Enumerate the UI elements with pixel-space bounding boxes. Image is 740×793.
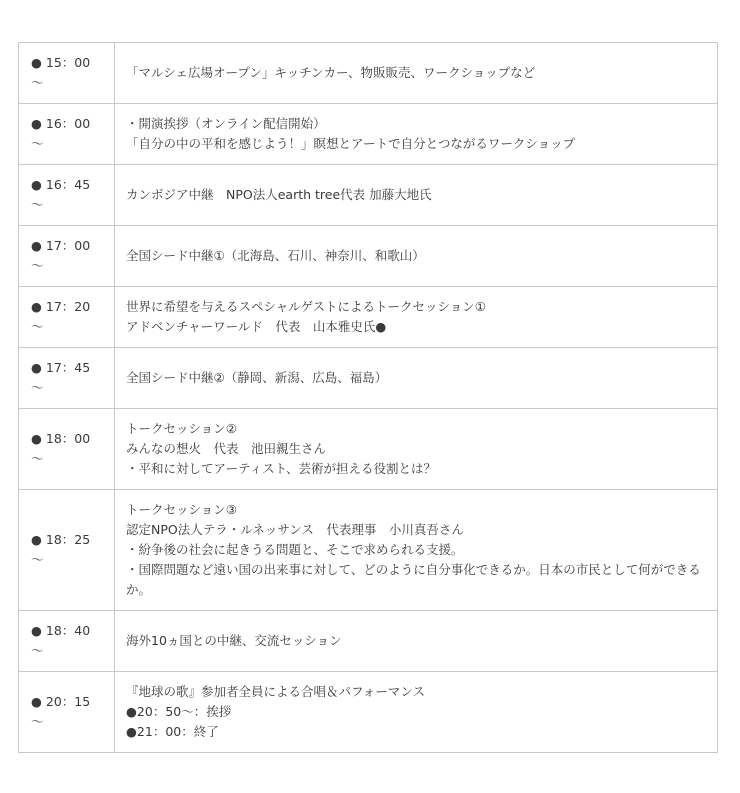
schedule-row [19,490,718,611]
time-label: ● 16：45 [31,177,91,192]
schedule-row [19,165,718,226]
description-line: トークセッション② [126,421,237,436]
time-tilde: 〜 [31,319,44,334]
time-label: ● 17：45 [31,360,91,375]
time-tilde: 〜 [31,643,44,658]
description-line: みんなの想火 代表 池田親生さん [126,441,327,456]
time-tilde: 〜 [31,75,44,90]
time-cell [19,611,115,672]
description-line: 認定NPO法人テラ・ルネッサンス 代表理事 小川真吾さん [126,522,464,537]
time-tilde: 〜 [31,197,44,212]
time-label: ● 17：00 [31,238,91,253]
description-line: 世界に希望を与えるスペシャルゲストによるトークセッション① [126,299,486,314]
description-cell [115,165,718,226]
time-label: ● 18：40 [31,623,91,638]
description-cell [115,490,718,611]
time-cell [19,43,115,104]
description-cell [115,611,718,672]
description-line: ●21：00：終了 [126,724,219,739]
time-tilde: 〜 [31,380,44,395]
schedule-row [19,104,718,165]
description-cell [115,104,718,165]
time-cell [19,348,115,409]
schedule-body [19,43,718,753]
description-cell [115,43,718,104]
description-line: アドベンチャーワールド 代表 山本雅史氏● [126,319,387,334]
description-line: ・国際問題など遠い国の出来事に対して、どのように自分事化できるか。日本の市民として何ができるか。 [126,562,701,597]
description-line: 「マルシェ広場オープン」キッチンカー、物販販売、ワークショップなど [126,65,536,80]
time-label: ● 17：20 [31,299,91,314]
time-label: ● 16：00 [31,116,91,131]
time-cell [19,104,115,165]
time-tilde: 〜 [31,714,44,729]
time-tilde: 〜 [31,552,44,567]
time-tilde: 〜 [31,258,44,273]
schedule-row [19,409,718,490]
description-line: ・開演挨拶（オンライン配信開始） [126,116,326,131]
description-line: トークセッション③ [126,502,237,517]
time-tilde: 〜 [31,451,44,466]
description-line: 『地球の歌』参加者全員による合唱＆パフォーマンス [126,684,426,699]
schedule-row [19,43,718,104]
time-label: ● 20：15 [31,694,91,709]
schedule-row [19,348,718,409]
time-cell [19,165,115,226]
description-line: カンボジア中継 NPO法人earth tree代表 加藤大地氏 [126,187,432,202]
schedule-row [19,287,718,348]
description-line: ・平和に対してアーティスト、芸術が担える役割とは？ [126,461,437,476]
description-line: 全国シード中継①（北海島、石川、神奈川、和歌山） [126,248,425,263]
schedule-row [19,611,718,672]
description-line: 全国シード中継②（静岡、新潟、広島、福島） [126,370,388,385]
time-label: ● 18：00 [31,431,91,446]
time-cell [19,287,115,348]
time-label: ● 15：00 [31,55,91,70]
time-cell [19,490,115,611]
description-cell [115,348,718,409]
description-cell [115,226,718,287]
description-cell [115,287,718,348]
description-line: ●20：50〜：挨拶 [126,704,232,719]
schedule-row [19,226,718,287]
description-line: 「自分の中の平和を感じよう！」瞑想とアートで自分とつながるワークショップ [126,136,576,151]
schedule-row [19,672,718,753]
time-tilde: 〜 [31,136,44,151]
time-cell [19,226,115,287]
description-line: 海外10ヵ国との中継、交流セッション [126,633,342,648]
description-cell [115,672,718,753]
time-label: ● 18：25 [31,532,91,547]
description-line: ・紛争後の社会に起きうる問題と、そこで求められる支援。 [126,542,464,557]
schedule-table [18,42,718,753]
time-cell [19,409,115,490]
time-cell [19,672,115,753]
description-cell [115,409,718,490]
